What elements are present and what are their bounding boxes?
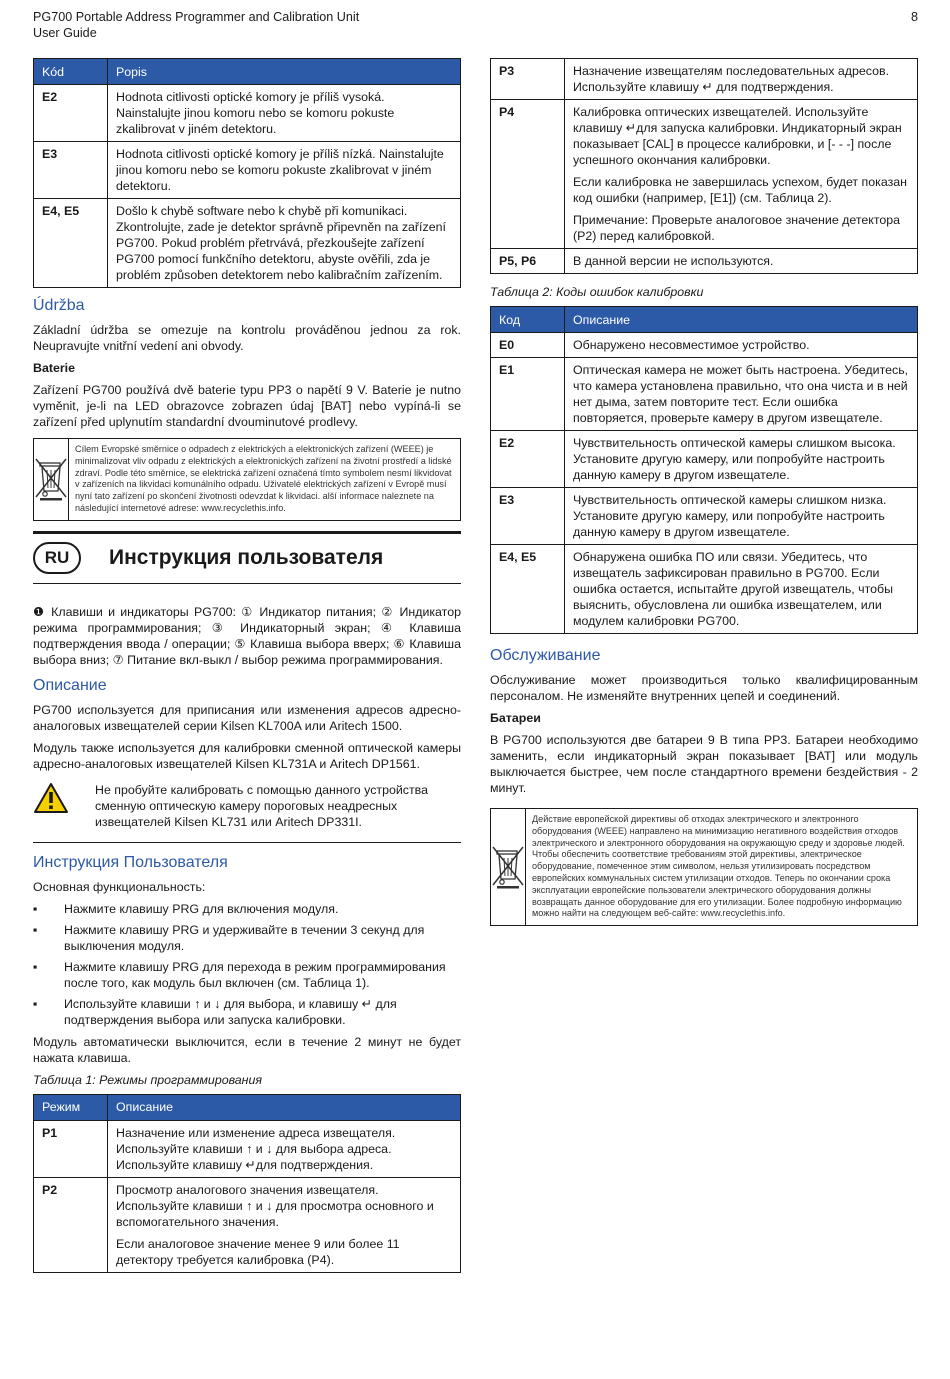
table-row	[34, 199, 461, 288]
row-desc: Чувствительность оптической камеры слишком низка. Установите другую камеру, или попробуйте настроить данную камеру в другом извещателе.	[565, 488, 918, 545]
row-code: E0	[491, 333, 565, 358]
cz-weee-notice	[33, 438, 461, 521]
ru-maintenance-heading: Обслуживание	[490, 647, 601, 664]
programming-modes-table	[33, 1094, 461, 1273]
cz-maintenance-heading: Údržba	[33, 297, 85, 314]
row-code: P3	[491, 59, 565, 100]
document-subtitle: User Guide	[33, 26, 97, 40]
row-desc	[108, 1120, 461, 1177]
ru-battery-heading: Батареи	[490, 711, 541, 725]
ru-battery-text: В PG700 используются две батареи 9 В типа PP3. Батареи необходимо заменить, если индикаторный экран показывает [BAT] или модуль выключается быстрее, чем после стандартного времени бездействия - 2 минут.	[490, 733, 918, 795]
ru-description-p1: PG700 используется для приписания или изменения адресов адресно-аналоговых извещателей серии Kilsen KL700A или Aritech 1500.	[33, 702, 461, 733]
row-desc: Оптическая камера не может быть настроена. Убедитесь, что камера установлена правильно, что она чиста и в ней нет дыма, затем повторите тест. Если ошибка повторяется, проверьте камеру в другом извещателе.	[565, 358, 918, 431]
ru-section-header	[33, 531, 461, 584]
row-desc: Чувствительность оптической камеры слишком высока. Установите другую камеру, или попробуйте настроить данную камеру в другом извещателе.	[565, 431, 918, 488]
ru-instructions-heading: Инструкция Пользователя	[33, 853, 228, 871]
row-desc: Обнаружена ошибка ПО или связи. Убедитесь, что извещатель зафиксирован правильно в PG700. Если ошибка остается, испытайте другой извещатель, чтобы выяснить, обусловлена ли ошибка извещателем, или модулем калибровки PG700.	[565, 545, 918, 634]
table-row	[491, 333, 918, 358]
table-row	[491, 59, 918, 100]
table-row	[34, 85, 461, 142]
row-desc	[108, 1177, 461, 1272]
table-row	[491, 431, 918, 488]
calibration-errors-table	[490, 306, 918, 634]
row-paragraph: Назначение или изменение адреса извещателя. Используйте клавиши ↑ и ↓ для выбора адреса. Используйте клавишу ↵для подтверждения.	[116, 1125, 396, 1172]
page-header	[33, 9, 918, 41]
table1-caption: Таблица 1: Режимы программирования	[33, 1072, 263, 1087]
cz-maintenance-text: Základní údržba se omezuje na kontrolu prováděnou jednou za rok. Neupravujte vnitřní vedení ani obvody.	[33, 323, 461, 353]
weee-text: Действие европейской директивы об отходах электрического и электронного оборудования (WEEE) направлено на минимизацию негативного воздействия отходов электрического и электронного оборудования на окружающую среду и здоровье людей. Чтобы обеспечить соответствие требованиям этой директивы, электрическое оборудование, помеченное этим символом, нельзя утилизировать посредством европейских коммунальных систем утилизации отходов. Теперь по окончании срока эксплуатации европейские пользователи электрического оборудования должны возвращать данное оборудование для его утилизации. Более подробную информацию можно найти на следующем веб-сайте: www.recyclethis.info.	[532, 814, 905, 919]
table-row	[491, 100, 918, 249]
row-code: E1	[491, 358, 565, 431]
cz-error-table	[33, 58, 461, 288]
warning-notice	[33, 782, 461, 843]
row-paragraph: Назначение извещателям последовательных адресов. Используйте клавишу ↵ для подтверждения.	[573, 64, 890, 94]
ru-auto-off: Модуль автоматически выключится, если в течение 2 минут не будет нажата клавиша.	[33, 1034, 461, 1065]
table-row	[34, 142, 461, 199]
weee-bin-icon	[491, 809, 526, 925]
table2-col-desc: Описание	[565, 307, 918, 333]
table1-col-mode: Режим	[34, 1094, 108, 1120]
row-code: P1	[34, 1120, 108, 1177]
ru-intro: ❶ Клавиши и индикаторы PG700: ① Индикатор питания; ② Индикатор режима программирования; ③ Индикаторный экран; ④ Клавиша подтверждения ввода / операции; ⑤ Клавиша выбора вверх; ⑥ Клавиша выбора вниз; ⑦ Питание вкл-выкл / выбор режима программирования.	[33, 604, 461, 667]
row-paragraph: Примечание: Проверьте аналоговое значение детектора (P2) перед калибровкой.	[573, 213, 901, 243]
list-item: ▪ Нажмите клавишу PRG и удерживайте в течении 3 секунд для выключения модуля.	[33, 922, 461, 954]
row-code: E3	[34, 142, 108, 199]
weee-bin-icon	[34, 439, 69, 520]
row-code: P5, P6	[491, 249, 565, 274]
table2-caption: Таблица 2: Коды ошибок калибровки	[490, 285, 704, 299]
instructions-list	[33, 901, 461, 1028]
cz-battery-text: Zařízení PG700 používá dvě baterie typu PP3 o napětí 9 V. Baterie je nutno vyměnit, je-li na LED obrazovce zobrazen údaj [BAT] nebo vypíná-li se zařízení před uplynutím standardní dvouminutové prodlevy.	[33, 383, 461, 429]
row-paragraph: В данной версии не используются.	[573, 254, 774, 268]
warning-text: Не пробуйте калибровать с помощью данного устройства сменную оптическую камеру пороговых неадресных извещателей Kilsen KL731 или Aritech DP331I.	[95, 782, 428, 829]
left-column	[33, 58, 461, 1273]
cz-col-desc: Popis	[108, 59, 461, 85]
cz-battery-heading: Baterie	[33, 361, 76, 375]
page-number: 8	[910, 10, 918, 24]
row-desc: Došlo k chybě software nebo k chybě při komunikaci. Zkontrolujte, zade je detektor správně připevněn na zařízení PG700. Pokud problém přetrvává, přezkoušejte zařízení PG700 pomocí funkčního detektoru, abyste ověřili, zda je problém způsoben detektorem nebo kalibračním zařízením.	[108, 199, 461, 288]
row-code: E4, E5	[491, 545, 565, 634]
warning-icon	[33, 782, 95, 830]
row-desc: Hodnota citlivosti optické komory je příliš vysoká. Nainstalujte jinou komoru nebo se komoru pokuste zkalibrovat v jiném detektoru.	[108, 85, 461, 142]
list-item: ▪ Нажмите клавишу PRG для включения модуля.	[33, 901, 461, 917]
row-code: E3	[491, 488, 565, 545]
ru-maintenance-text: Обслуживание может производиться только квалифицированным персоналом. Не изменяйте внутренних цепей и соединений.	[490, 673, 918, 703]
row-code: P2	[34, 1177, 108, 1272]
ru-badge: RU	[33, 542, 81, 574]
table-row	[491, 249, 918, 274]
weee-text: Cílem Evropské směrnice o odpadech z elektrických a elektronických zařízení (WEEE) je minimalizovat vliv odpadu z elektrických a elektronických zařízení na životní prostředí a lidské zdraví. Podle této směrnice, se elektrická zařízení označená tímto symbolem nesmí likvidovat v zařízeních na likvidaci komunálního odpadu. Uživatelé elektrických zařízení v Evropě musí nyní tato zařízení po skončení životnosti odevzdat k likvidaci. alší informace naleznete na následující internetové adrese: www.recyclethis.info.	[75, 444, 452, 513]
row-paragraph: Просмотр аналогового значения извещателя. Используйте клавиши ↑ и ↓ для просмотра основного и вспомогательного значения.	[116, 1182, 434, 1229]
table2-col-code: Код	[491, 307, 565, 333]
row-code: E2	[34, 85, 108, 142]
table-row	[491, 545, 918, 634]
list-item: ▪ Нажмите клавишу PRG для перехода в режим программирования после того, как модуль был включен (см. Таблица 1).	[33, 959, 461, 991]
ru-title: Инструкция пользователя	[109, 546, 384, 570]
list-item: ▪ Используйте клавиши ↑ и ↓ для выбора, и клавишу ↵ для подтверждения выбора или запуска калибровки.	[33, 996, 461, 1028]
table-row	[34, 1120, 461, 1177]
row-paragraph: Если калибровка не завершилась успехом, будет показан код ошибки (например, [E1]) (см. Таблица 2).	[573, 175, 908, 205]
table-row	[34, 1177, 461, 1272]
programming-modes-table-continued	[490, 58, 918, 274]
row-paragraph: Калибровка оптических извещателей. Используйте клавишу ↵для запуска калибровки. Индикаторный экран показывает [CAL] в процессе калибровки, и [- - -] после успешного окончания калибровки.	[573, 105, 902, 167]
row-desc: Обнаружено несовместимое устройство.	[565, 333, 918, 358]
ru-weee-notice	[490, 808, 918, 926]
table1-col-desc: Описание	[108, 1094, 461, 1120]
ru-description-p2: Модуль также используется для калибровки сменной оптической камеры адресно-аналоговых извещателей Kilsen KL731A и Aritech DP1561.	[33, 740, 461, 771]
row-code: E4, E5	[34, 199, 108, 288]
row-code: E2	[491, 431, 565, 488]
table-row	[491, 488, 918, 545]
row-desc	[565, 100, 918, 249]
right-column	[490, 58, 918, 934]
row-desc: Hodnota citlivosti optické komory je příliš nízká. Nainstalujte jinou komoru nebo se komoru pokuste zkalibrovat v jiném detektoru.	[108, 142, 461, 199]
ru-instructions-intro: Основная функциональность:	[33, 879, 206, 894]
row-paragraph: Если аналоговое значение менее 9 или более 11 детектору требуется калибровка (P4).	[116, 1236, 400, 1267]
document-title: PG700 Portable Address Programmer and Calibration Unit	[33, 10, 360, 24]
cz-col-code: Kód	[34, 59, 108, 85]
row-desc	[565, 59, 918, 100]
ru-description-heading: Описание	[33, 676, 107, 694]
row-code: P4	[491, 100, 565, 249]
row-desc	[565, 249, 918, 274]
table-row	[491, 358, 918, 431]
